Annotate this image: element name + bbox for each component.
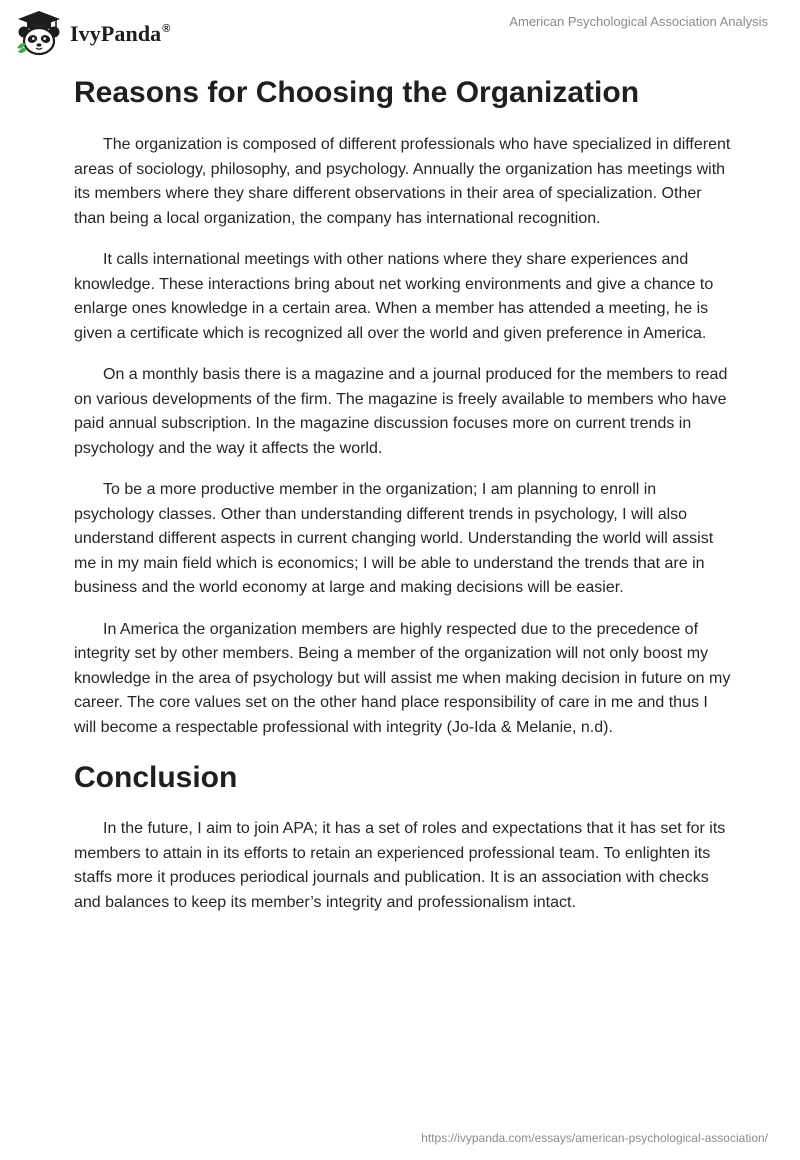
paragraph: To be a more productive member in the organization; I am planning to enroll in psychology classes. Other than understanding different trends in psychology, I will also understand different aspects in current changing world. Understanding the world will assist me in my main field which is economics; I will be able to understand the trends that are in business and the world economy at large and making decisions will be easier. xyxy=(74,481,714,596)
section-conclusion xyxy=(74,757,734,915)
registered-mark: ® xyxy=(162,23,171,35)
section-heading: Conclusion xyxy=(74,761,238,794)
panda-graduate-icon xyxy=(14,8,64,58)
source-url-link[interactable]: https://ivypanda.com/essays/american-psychological-association/ xyxy=(421,1131,768,1145)
paragraph: It calls international meetings with other nations where they share experiences and knowledge. These interactions bring about net working environments and give a chance to enlarge ones knowledge in a certain area. When a member has attended a meeting, he is given a certificate which is recognized all over the world and given preference in America. xyxy=(74,251,714,342)
section-reasons xyxy=(74,72,734,740)
paragraph: The organization is composed of different professionals who have specialized in different areas of sociology, philosophy, and psychology. Annually the organization has meetings with its members where they share different observations in their area of specialization. Other than being a local organization, the company has international recognition. xyxy=(74,136,731,227)
paragraph: In the future, I aim to join APA; it has a set of roles and expectations that it has set for its members to attain in its efforts to retain an experienced professional team. To enlighten its staffs more it produces periodical journals and publication. It is an association with checks and balances to keep its member’s integrity and professionalism intact. xyxy=(74,820,726,911)
essay-content xyxy=(74,70,734,932)
paragraph: On a monthly basis there is a magazine and a journal produced for the members to read on various developments of the firm. The magazine is freely available to members who have paid annual subscription. In the magazine discussion focuses more on current trends in psychology and the way it affects the world. xyxy=(74,366,728,457)
page-header xyxy=(0,0,800,70)
document-title: American Psychological Association Analysis xyxy=(509,14,768,29)
section-heading: Reasons for Choosing the Organization xyxy=(74,76,640,109)
brand-logo[interactable] xyxy=(14,8,171,58)
brand-name: IvyPanda® xyxy=(70,21,171,46)
paragraph: In America the organization members are highly respected due to the precedence of integrity set by other members. Being a member of the organization will not only boost my knowledge in the area of psychology but will assist me when making decision in future on my career. The core values set on the other hand place responsibility of care in me and thus I will become a respectable professional with integrity (Jo-Ida & Melanie, n.d). xyxy=(74,620,731,736)
